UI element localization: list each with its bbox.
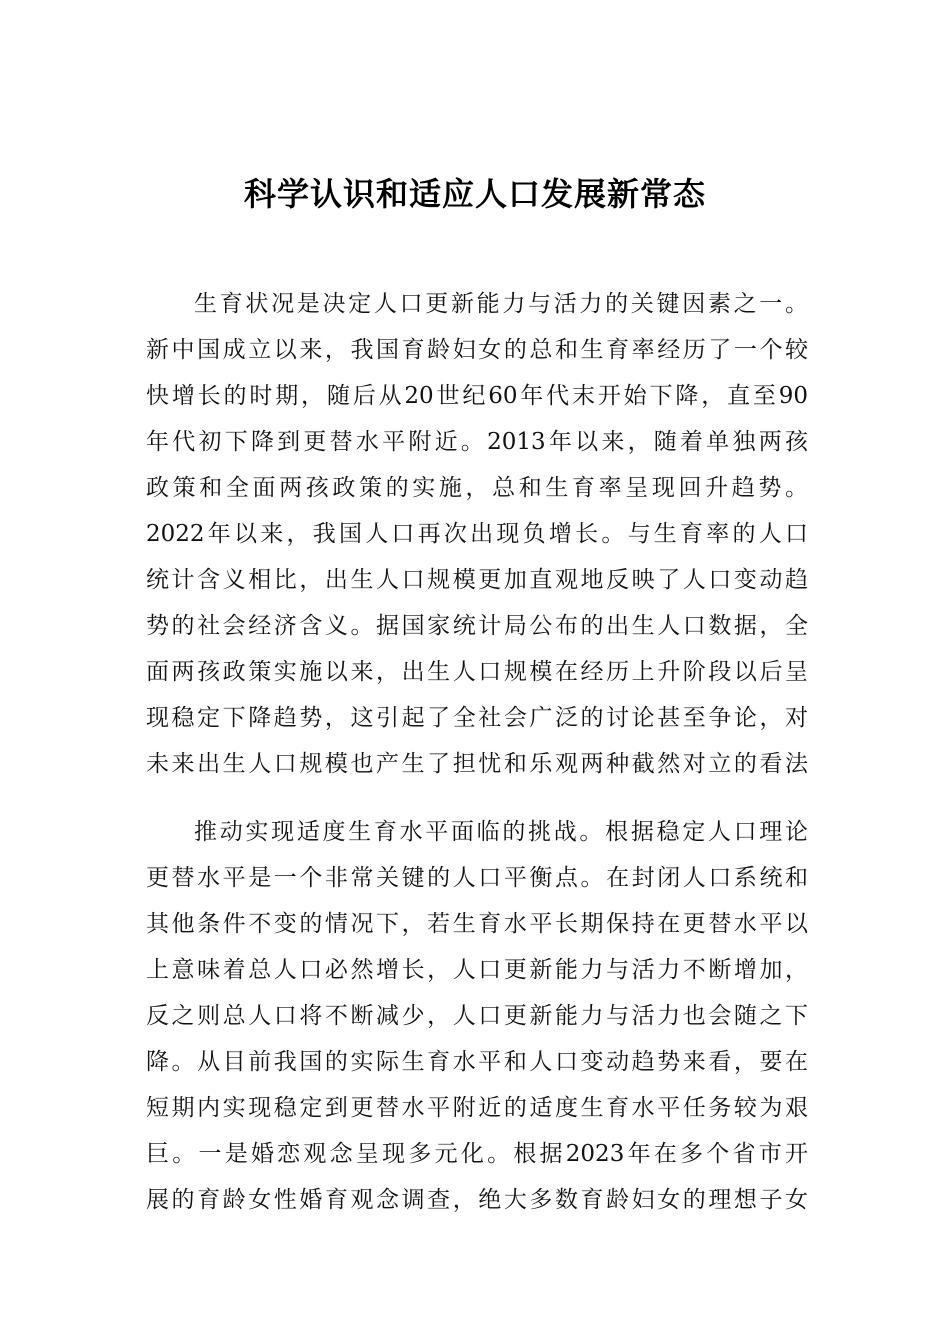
text-line: 面两孩政策实施以来，出生人口规模在经历上升阶段以后呈 <box>146 659 808 685</box>
text-line: 其他条件不变的情况下，若生育水平长期保持在更替水平以 <box>146 911 808 937</box>
text-line: 新中国成立以来，我国育龄妇女的总和生育率经历了一个较 <box>146 337 808 363</box>
text-line: 更替水平是一个非常关键的人口平衡点。在封闭人口系统和 <box>146 865 808 891</box>
text-line: 快增长的时期，随后从20世纪60年代末开始下降，直至90 <box>146 383 808 409</box>
text-line: 展的育龄女性婚育观念调查，绝大多数育龄妇女的理想子女 <box>146 1187 808 1213</box>
text-line: 未来出生人口规模也产生了担忧和乐观两种截然对立的看法 <box>146 751 808 777</box>
text-line: 势的社会经济含义。据国家统计局公布的出生人口数据，全 <box>146 613 808 639</box>
text-line: 降。从目前我国的实际生育水平和人口变动趋势来看，要在 <box>146 1049 808 1075</box>
text-line: 政策和全面两孩政策的实施，总和生育率呈现回升趋势。 <box>146 475 808 501</box>
text-line: 现稳定下降趋势，这引起了全社会广泛的讨论甚至争论，对 <box>146 705 808 731</box>
text-line: 统计含义相比，出生人口规模更加直观地反映了人口变动趋 <box>146 567 808 593</box>
text-line: 上意味着总人口必然增长，人口更新能力与活力不断增加， <box>146 957 808 983</box>
paragraph-2 <box>146 809 808 1223</box>
paragraph-1 <box>146 281 808 787</box>
document-title: 科学认识和适应人口发展新常态 <box>243 175 706 213</box>
text-line: 推动实现适度生育水平面临的挑战。根据稳定人口理论 <box>194 819 808 845</box>
text-line: 反之则总人口将不断减少，人口更新能力与活力也会随之下 <box>146 1003 808 1029</box>
text-line: 生育状况是决定人口更新能力与活力的关键因素之一。 <box>194 291 808 317</box>
text-line: 巨。一是婚恋观念呈现多元化。根据2023年在多个省市开 <box>146 1141 808 1167</box>
text-line: 年代初下降到更替水平附近。2013年以来，随着单独两孩 <box>146 429 808 455</box>
text-line: 2022年以来，我国人口再次出现负增长。与生育率的人口 <box>146 521 808 547</box>
text-line: 短期内实现稳定到更替水平附近的适度生育水平任务较为艰 <box>146 1095 808 1121</box>
